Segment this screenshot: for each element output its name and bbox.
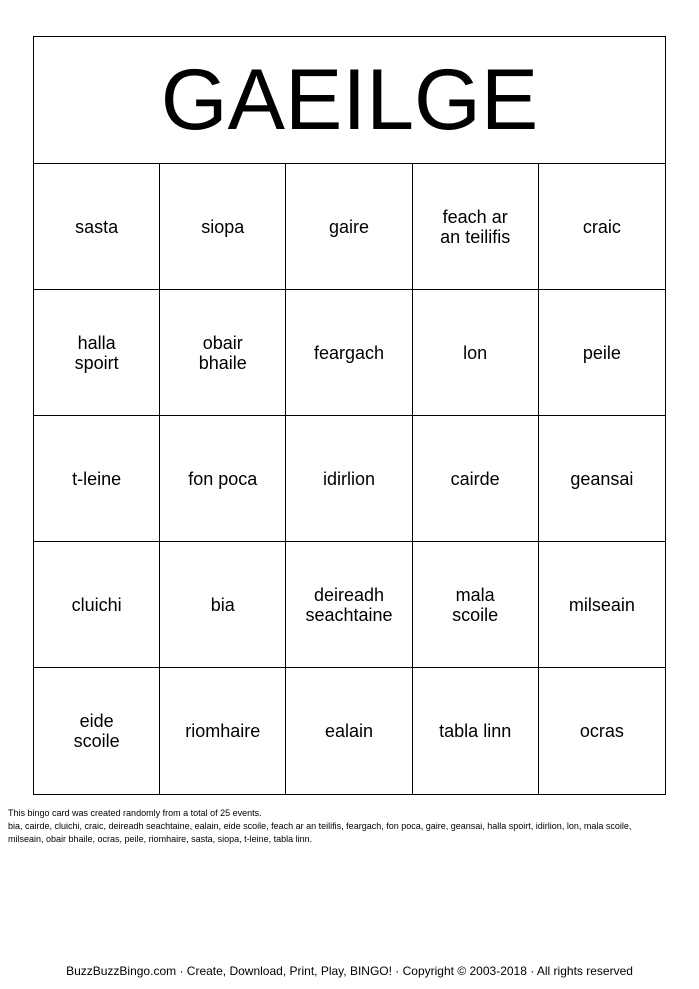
page-footer: BuzzBuzzBingo.com · Create, Download, Print, Play, BINGO! · Copyright © 2003-2018 · All rights reserved bbox=[66, 964, 633, 978]
cell-line: feargach bbox=[313, 342, 385, 363]
bingo-cell bbox=[34, 164, 160, 290]
cell-line: ocras bbox=[579, 721, 624, 741]
bingo-cell bbox=[160, 668, 286, 794]
cell-line: geansai bbox=[570, 468, 634, 489]
notes-intro: This bingo card was created randomly from a total of 25 events. bbox=[8, 808, 262, 818]
cell-line: cairde bbox=[450, 468, 500, 489]
bingo-cell bbox=[413, 668, 539, 794]
bingo-cell bbox=[160, 416, 286, 542]
bingo-cell bbox=[413, 542, 539, 668]
cell-line: obair bbox=[202, 332, 243, 353]
card-notes bbox=[8, 807, 668, 846]
bingo-cell bbox=[286, 668, 412, 794]
bingo-cell bbox=[286, 164, 412, 290]
cell-line: lon bbox=[463, 342, 488, 363]
cell-line: tabla linn bbox=[439, 721, 512, 741]
cell-line: bia bbox=[210, 594, 235, 615]
bingo-cell bbox=[539, 668, 665, 794]
cell-line: peile bbox=[582, 342, 621, 363]
bingo-cell bbox=[286, 416, 412, 542]
cell-line: sasta bbox=[75, 216, 119, 237]
cell-line: idirlion bbox=[322, 468, 375, 489]
bingo-cell bbox=[539, 164, 665, 290]
bingo-cell bbox=[286, 290, 412, 416]
cell-line: craic bbox=[582, 216, 621, 237]
cell-line: deireadh bbox=[313, 584, 385, 605]
cell-line: milseain bbox=[568, 594, 635, 615]
cell-line: feach ar bbox=[442, 206, 508, 227]
bingo-cell bbox=[34, 416, 160, 542]
bingo-cell bbox=[34, 542, 160, 668]
bingo-cell bbox=[539, 416, 665, 542]
bingo-cell bbox=[286, 542, 412, 668]
card-title: GAEILGE bbox=[34, 37, 665, 164]
cell-line: siopa bbox=[201, 216, 245, 237]
cell-line: scoile bbox=[73, 731, 120, 751]
cell-line: spoirt bbox=[74, 352, 119, 373]
cell-line: riomhaire bbox=[185, 721, 261, 741]
cell-line: gaire bbox=[328, 216, 369, 237]
cell-line: fon poca bbox=[188, 468, 258, 489]
bingo-cell bbox=[160, 290, 286, 416]
bingo-cell bbox=[413, 290, 539, 416]
cell-line: eide bbox=[79, 711, 114, 731]
bingo-cell bbox=[539, 542, 665, 668]
bingo-grid bbox=[34, 164, 665, 794]
notes-event-list: bia, cairde, cluichi, craic, deireadh seachtaine, ealain, eide scoile, feach ar an teilifis, feargach, fon poca, gaire, geansai, halla spoirt, idirlion, lon, mala scoile, milseain, obair bhaile, ocras, peile, riomhaire, sasta, siopa, t-leine, tabla linn. bbox=[8, 821, 632, 844]
cell-line: t-leine bbox=[72, 468, 122, 489]
bingo-cell bbox=[539, 290, 665, 416]
cell-line: mala bbox=[455, 584, 495, 605]
cell-line: ealain bbox=[324, 721, 374, 741]
cell-line: scoile bbox=[452, 604, 499, 625]
cell-line: seachtaine bbox=[305, 604, 393, 625]
bingo-cell bbox=[413, 416, 539, 542]
bingo-cell bbox=[160, 542, 286, 668]
bingo-cell bbox=[34, 668, 160, 794]
cell-line: cluichi bbox=[71, 594, 122, 615]
cell-line: bhaile bbox=[198, 352, 247, 373]
bingo-card bbox=[33, 36, 666, 795]
bingo-cell bbox=[413, 164, 539, 290]
cell-line: an teilifis bbox=[440, 226, 511, 247]
cell-line: halla bbox=[77, 332, 116, 353]
bingo-cell bbox=[160, 164, 286, 290]
bingo-cell bbox=[34, 290, 160, 416]
